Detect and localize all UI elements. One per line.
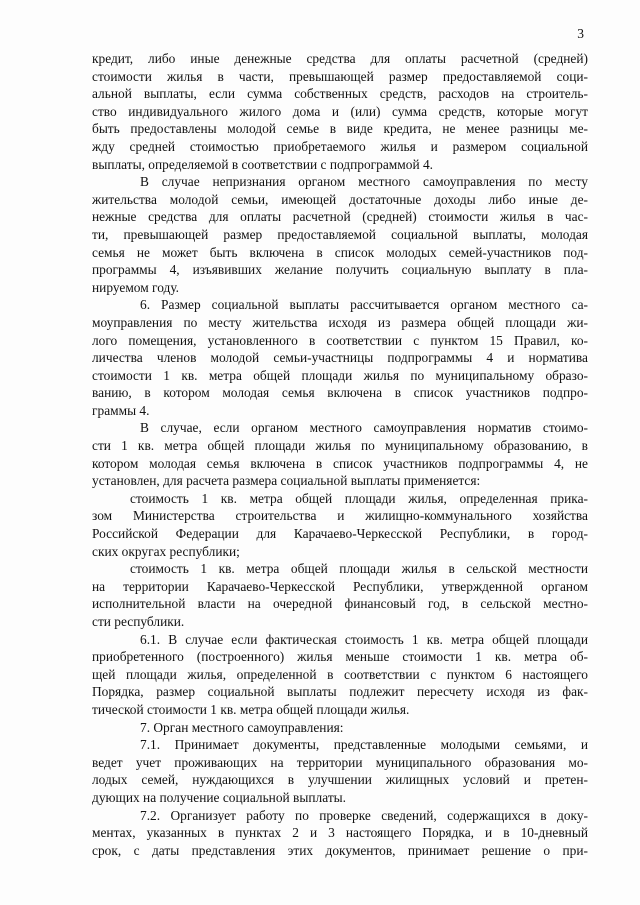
text-line: ведет учет проживающих на территории муниципального образования мо-: [92, 754, 588, 770]
text-line: стоимость 1 кв. метра общей площади жилья в сельской местности: [130, 561, 588, 577]
text-line: программы 4, изъявивших желание получить социальную выплату в пла-: [92, 262, 588, 278]
text-line: тической стоимости 1 кв. метра общей площади жилья.: [92, 701, 410, 717]
text-line: дующих на получение социальной выплаты.: [92, 789, 347, 805]
text-line: 7.1. Принимает документы, представленные молодыми семьями, и: [140, 737, 588, 753]
paragraph: [92, 807, 588, 860]
text-line: 6.1. В случае если фактическая стоимость 1 кв. метра общей площади: [140, 631, 588, 647]
paragraph: [92, 719, 588, 737]
text-line: ство индивидуального жилого дома и (или) сумма средств, которые могут: [92, 103, 588, 119]
paragraph: [92, 419, 588, 489]
text-line: кредит, либо иные денежные средства для оплаты расчетной (средней): [92, 51, 588, 66]
text-line: стоимости 1 кв. метра общей площади жилья по муниципальному образо-: [92, 367, 588, 383]
text-line: лодых семей, нуждающихся в улучшении жилищных условий и претен-: [92, 772, 588, 788]
text-line: выплаты, определяемой в соответствии с подпрограммой 4.: [92, 156, 434, 172]
text-line: Российской Федерации для Карачаево-Черкесской Республики, в город-: [92, 526, 588, 542]
text-line: быть предоставлены молодой семье в виде кредита, не менее разницы ме-: [92, 121, 588, 137]
text-line: стоимость 1 кв. метра общей площади жилья, определенная прика-: [130, 490, 588, 506]
text-line: на территории Карачаево-Черкесской Республики, утвержденной органом: [92, 578, 588, 594]
text-line: жду средней стоимостью приобретаемого жилья и размером социальной: [92, 138, 588, 154]
paragraph: [92, 50, 588, 173]
text-line: 7.2. Организует работу по проверке сведений, содержащихся в доку-: [140, 807, 588, 823]
text-line: установлен, для расчета размера социальной выплаты применяется:: [92, 473, 481, 489]
paragraph: [92, 560, 588, 630]
paragraph: [92, 296, 588, 419]
paragraph: [92, 490, 588, 560]
text-line: Порядка, размер социальной выплаты подлежит пересчету исходя из фак-: [92, 684, 588, 700]
text-line: ских округах республики;: [92, 543, 240, 559]
text-line: моуправления по месту жительства исходя из размера общей площади жи-: [92, 314, 588, 330]
page-number: 3: [577, 26, 584, 41]
text-line: приобретенного (построенного) жилья меньше стоимости 1 кв. метра об-: [92, 649, 588, 665]
text-line: В случае непризнания органом местного самоуправления по месту: [140, 174, 588, 190]
text-line: нируемом году.: [92, 279, 180, 295]
paragraph: [92, 736, 588, 806]
text-line: альной выплаты, если сумма собственных средств, расходов на строитель-: [92, 86, 588, 102]
text-line: исполнительной власти на очередной финансовый год, в сельской местно-: [92, 596, 588, 612]
text-line: В случае, если органом местного самоуправления норматив стоимо-: [140, 420, 588, 436]
text-line: семья не может быть включена в список молодых семей-участников под-: [92, 244, 588, 260]
text-line: лого помещения, установленного в соответствии с пунктом 15 Правил, ко-: [92, 332, 588, 348]
text-line: зом Министерства строительства и жилищно-коммунального хозяйства: [92, 508, 588, 524]
text-line: нежные средства для оплаты расчетной (средней) стоимости жилья в час-: [92, 209, 588, 225]
text-line: граммы 4.: [92, 402, 150, 418]
text-line: котором молодая семья включена в список участников подпрограммы 4, не: [92, 455, 588, 471]
text-line: стоимости жилья в части, превышающей размер предоставляемой соци-: [92, 68, 588, 84]
text-line: 7. Орган местного самоуправления:: [140, 719, 344, 735]
text-line: ванию, в котором молодая семья включена в список участников подпро-: [92, 385, 588, 401]
document-body: [92, 50, 588, 859]
text-line: сти республики.: [92, 614, 185, 629]
text-line: сти 1 кв. метра общей площади жилья по муниципальному образованию, в: [92, 438, 588, 454]
text-line: личества членов молодой семьи-участницы подпрограммы 4 и норматива: [92, 350, 588, 366]
text-line: 6. Размер социальной выплаты рассчитывается органом местного са-: [140, 297, 588, 313]
text-line: срок, с даты представления этих документов, принимает решение о при-: [92, 842, 588, 858]
paragraph: [92, 173, 588, 296]
paragraph: [92, 631, 588, 719]
text-line: жительства молодой семьи, имеющей достаточные доходы либо иные де-: [92, 191, 588, 207]
text-line: ти, превышающей размер предоставляемой социальной выплаты, молодая: [92, 226, 588, 242]
text-line: щей площади жилья, определенной в соответствии с пунктом 6 настоящего: [92, 666, 588, 682]
text-line: ментах, указанных в пунктах 2 и 3 настоящего Порядка, и в 10-дневный: [92, 825, 588, 841]
